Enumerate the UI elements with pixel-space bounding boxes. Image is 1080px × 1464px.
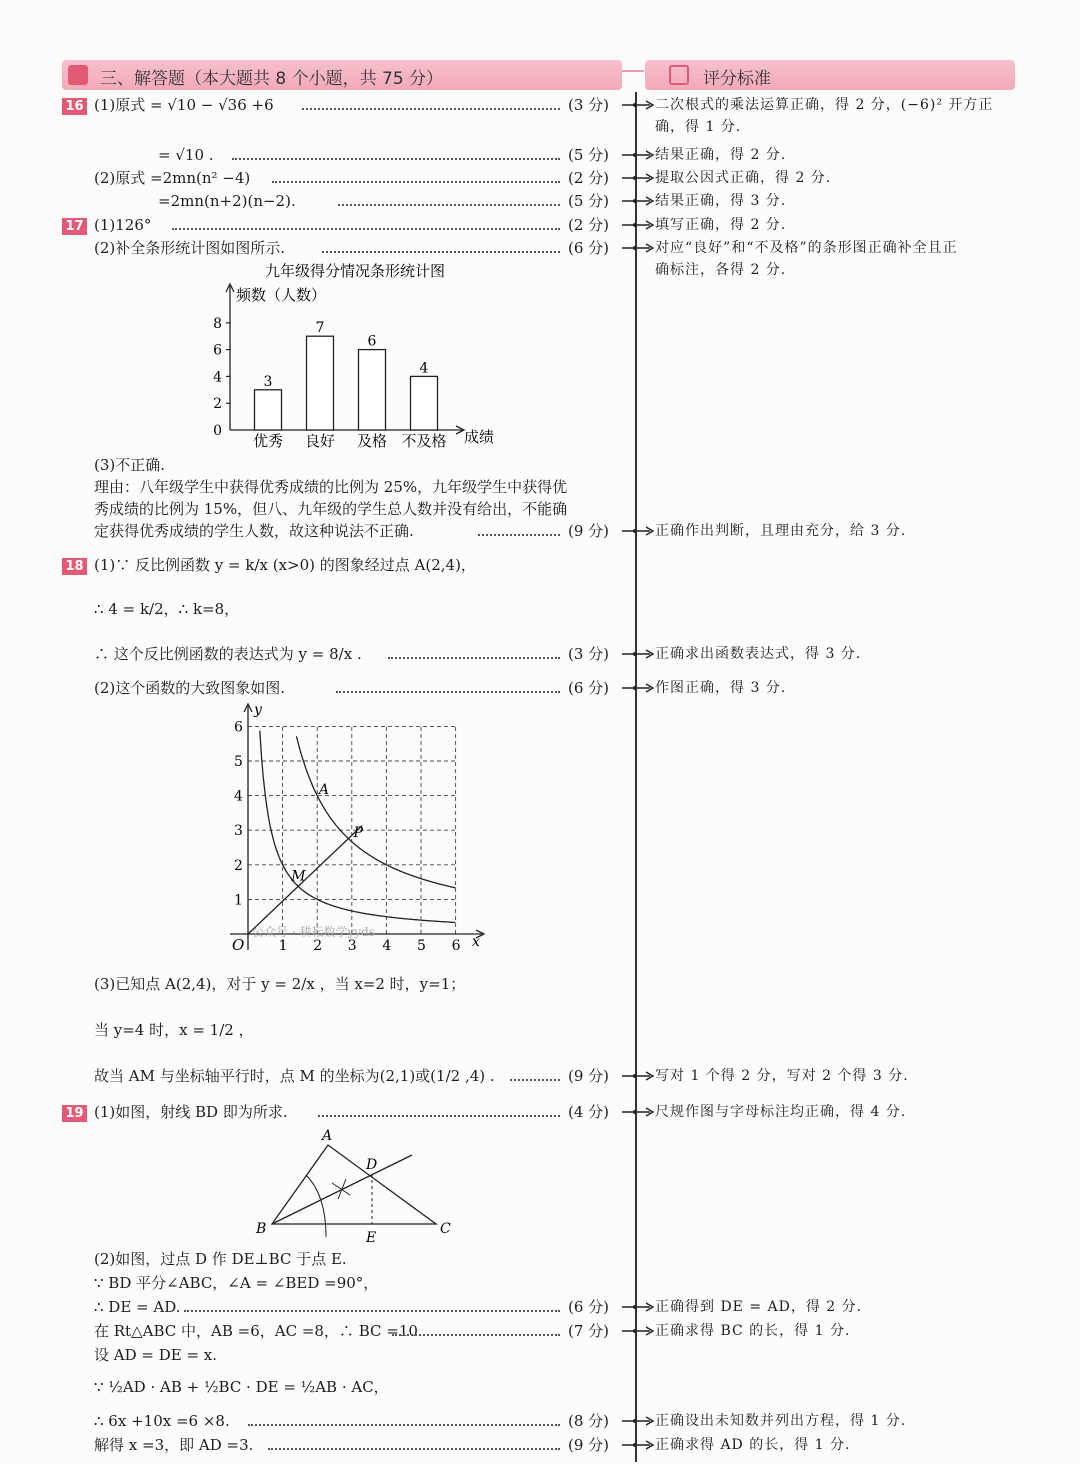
q16-criteria-1b: 确，得 1 分. — [655, 119, 742, 135]
q16-points-3: (2 分) — [568, 169, 610, 187]
point-d-label: D — [366, 1157, 378, 1173]
arrow-icon — [620, 1101, 654, 1123]
chart-y-tick-label: 0 — [213, 423, 222, 439]
graph-x-tick-label: 3 — [347, 938, 357, 954]
graph-y-tick-label: 3 — [234, 823, 243, 840]
q19-criteria-3: 正确求得 BC 的长，得 1 分. — [655, 1323, 851, 1339]
graph-y-tick-label: 2 — [234, 857, 243, 874]
chart-category-label: 良好 — [304, 432, 336, 450]
q18-line-2: ∴ 4 = k/2，∴ k=8， — [94, 600, 240, 618]
leader-dots — [338, 204, 560, 206]
leader-dots — [478, 534, 560, 536]
chart-y-tick-label: 2 — [213, 396, 222, 413]
q16-criteria-4: 结果正确，得 3 分. — [655, 193, 787, 209]
arrow-icon — [620, 190, 654, 212]
q17-reason-1: 理由：八年级学生中获得优秀成绩的比例为 25%，九年级学生中获得优 — [94, 478, 568, 496]
graph-x-tick-label: 5 — [417, 938, 426, 954]
q19-line-2: (2)如图，过点 D 作 DE⊥BC 于点 E. — [94, 1250, 347, 1268]
graph-x-tick-label: 1 — [278, 938, 288, 954]
chart-value-label: 3 — [263, 373, 273, 390]
column-divider — [635, 92, 637, 1462]
header-connector — [622, 70, 644, 72]
q18-criteria-2: 作图正确，得 3 分. — [655, 680, 787, 696]
question-number-19: 19 — [62, 1105, 87, 1122]
q17-reason-3: 定获得优秀成绩的学生人数，故这种说法不正确. — [94, 522, 414, 540]
q17-reason-2: 秀成绩的比例为 15%，但八、九年级的学生总人数并没有给出，不能确 — [94, 500, 568, 518]
leader-dots — [272, 181, 560, 183]
bar-chart — [200, 258, 510, 458]
q18-criteria-1: 正确求出函数表达式，得 3 分. — [655, 646, 862, 662]
chart-title: 九年级得分情况条形统计图 — [264, 262, 446, 280]
q17-line-2: (2)补全条形统计图如图所示. — [94, 239, 286, 257]
q17-line-1: (1)126° — [94, 216, 152, 234]
q18-points-1: (3 分) — [568, 645, 610, 663]
point-a-label: A — [318, 781, 330, 798]
graph-y-tick-label: 5 — [234, 754, 243, 770]
leader-dots — [318, 1115, 560, 1117]
leader-dots — [322, 251, 560, 253]
arrow-icon — [620, 1065, 654, 1087]
chart-y-tick-label: 6 — [213, 342, 222, 359]
q19-points-1: (4 分) — [568, 1103, 610, 1121]
q19-line-8: ∴ 6x +10x =6 ×8. — [94, 1412, 230, 1430]
section-header — [62, 60, 622, 90]
q19-line-7: ∵ ½AD · AB + ½BC · DE = ½AB · AC， — [94, 1378, 389, 1396]
chart-value-label: 6 — [367, 333, 377, 350]
leader-dots — [302, 108, 560, 110]
graph-x-tick-label: 6 — [451, 938, 461, 954]
leader-dots — [510, 1079, 560, 1081]
watermark: 公众号 · 耕耘数学yyds — [252, 925, 375, 939]
q18-criteria-3: 写对 1 个得 2 分，写对 2 个得 3 分. — [655, 1068, 909, 1084]
chart-category-label: 及格 — [356, 432, 388, 450]
q16-points-1: (3 分) — [568, 96, 610, 114]
arrow-icon — [620, 214, 654, 236]
chart-bar — [359, 350, 386, 430]
pencil-icon — [68, 65, 88, 85]
leader-dots — [268, 1448, 560, 1450]
graph-x-tick-label: 4 — [382, 938, 392, 954]
q16-criteria-2: 结果正确，得 2 分. — [655, 147, 787, 163]
q16-line-1: (1)原式 = √10 − √36 +6 — [94, 96, 274, 114]
chart-value-label: 7 — [315, 320, 325, 337]
point-m-label: M — [291, 868, 306, 885]
function-graph — [210, 700, 500, 960]
chart-value-label: 4 — [419, 360, 429, 377]
q19-line-4: ∴ DE = AD. — [94, 1298, 181, 1316]
criteria-header — [645, 60, 1015, 90]
arrow-icon — [620, 237, 654, 259]
leader-dots — [172, 228, 560, 230]
point-p-label: P — [353, 825, 363, 842]
chart-bar — [307, 336, 334, 430]
q19-points-3: (7 分) — [568, 1322, 610, 1340]
chart-y-tick-label: 4 — [213, 369, 222, 386]
q17-criteria-3: 正确作出判断，且理由充分，给 3 分. — [655, 523, 907, 539]
chart-category-label: 优秀 — [252, 432, 284, 450]
q16-criteria-1a: 二次根式的乘法运算正确，得 2 分，(−6)² 开方正 — [655, 97, 994, 113]
arrow-icon — [620, 1320, 654, 1342]
q17-points-1: (2 分) — [568, 216, 610, 234]
leader-dots — [392, 1334, 560, 1336]
chart-bar — [411, 376, 438, 430]
q18-line-5: (3)已知点 A(2,4)，对于 y = 2/x ，当 x=2 时，y=1； — [94, 975, 466, 993]
q17-criteria-2a: 对应“良好”和“不及格”的条形图正确补全且正 — [655, 240, 958, 256]
leader-dots — [248, 1424, 560, 1426]
q18-line-7: 故当 AM 与坐标轴平行时，点 M 的坐标为(2,1)或(1/2 ,4) . — [94, 1067, 495, 1085]
arrow-icon — [620, 144, 654, 166]
vertex-a-label: A — [322, 1128, 333, 1144]
q17-points-2: (6 分) — [568, 239, 610, 257]
graph-y-letter: y — [254, 702, 262, 718]
chart-bar — [255, 390, 282, 430]
q19-line-1: (1)如图，射线 BD 即为所求. — [94, 1103, 288, 1121]
leader-dots — [336, 691, 560, 693]
chart-x-label: 成绩 — [464, 428, 495, 446]
arrow-icon — [620, 1434, 654, 1456]
arrow-icon — [620, 1410, 654, 1432]
q18-line-6: 当 y=4 时，x = 1/2 ， — [94, 1021, 254, 1039]
q19-line-6: 设 AD = DE = x. — [94, 1346, 218, 1364]
q18-line-4: (2)这个函数的大致图象如图. — [94, 679, 286, 697]
point-e-label: E — [366, 1230, 377, 1246]
q17-criteria-1: 填写正确，得 2 分. — [655, 217, 787, 233]
graph-y-tick-label: 4 — [234, 788, 243, 805]
arrow-icon — [620, 167, 654, 189]
q17-line-3: (3)不正确. — [94, 456, 166, 474]
vertex-c-label: C — [440, 1221, 451, 1237]
q19-criteria-5: 正确求得 AD 的长，得 1 分. — [655, 1437, 851, 1453]
q19-points-2: (6 分) — [568, 1298, 610, 1316]
arrow-icon — [620, 1296, 654, 1318]
arrow-icon — [620, 520, 654, 542]
vertex-b-label: B — [256, 1221, 267, 1237]
section-title: 三、解答题（本大题共 8 个小题，共 75 分） — [100, 69, 444, 89]
q18-line-1: (1)∵ 反比例函数 y = k/x (x>0) 的图象经过点 A(2,4)， — [94, 556, 476, 574]
q19-criteria-2: 正确得到 DE = AD，得 2 分. — [655, 1299, 863, 1315]
leader-dots — [388, 657, 560, 659]
q19-line-9: 解得 x =3，即 AD =3. — [94, 1436, 254, 1454]
chart-y-tick-label: 8 — [213, 315, 222, 332]
q19-points-5: (9 分) — [568, 1436, 610, 1454]
q19-criteria-1: 尺规作图与字母标注均正确，得 4 分. — [655, 1104, 907, 1120]
leader-dots — [184, 1310, 560, 1312]
compass-marks — [332, 1179, 350, 1199]
graph-y-tick-label: 6 — [234, 719, 243, 736]
leader-dots — [232, 158, 560, 160]
q18-points-2: (6 分) — [568, 679, 610, 697]
triangle-figure — [250, 1125, 460, 1250]
arrow-icon — [620, 643, 654, 665]
q19-line-3: ∵ BD 平分∠ABC，∠A = ∠BED =90°， — [94, 1274, 379, 1292]
q16-line-4: =2mn(n+2)(n−2). — [158, 192, 296, 210]
arrow-icon — [620, 94, 654, 116]
arrow-icon — [620, 677, 654, 699]
chart-category-label: 不及格 — [401, 432, 447, 450]
note-icon — [669, 65, 689, 85]
graph-origin-label: O — [232, 936, 245, 954]
q16-line-3: (2)原式 =2mn(n² −4) — [94, 169, 251, 187]
criteria-title: 评分标准 — [703, 69, 771, 89]
graph-y-tick-label: 1 — [234, 892, 243, 909]
q16-points-2: (5 分) — [568, 146, 610, 164]
q16-points-4: (5 分) — [568, 192, 610, 210]
chart-y-label: 频数（人数） — [236, 286, 327, 304]
q19-points-4: (8 分) — [568, 1412, 610, 1430]
q19-line-5: 在 Rt△ABC 中，AB =6，AC =8，∴ BC =10. — [94, 1322, 423, 1340]
q17-points-3: (9 分) — [568, 522, 610, 540]
question-number-16: 16 — [62, 98, 87, 115]
q18-line-3: ∴ 这个反比例函数的表达式为 y = 8/x . — [94, 645, 362, 663]
q17-criteria-2b: 确标注，各得 2 分. — [655, 262, 787, 278]
graph-x-tick-label: 2 — [313, 938, 323, 954]
q19-criteria-4: 正确设出未知数并列出方程，得 1 分. — [655, 1413, 907, 1429]
question-number-18: 18 — [62, 558, 87, 575]
question-number-17: 17 — [62, 218, 87, 235]
q16-line-2: = √10 . — [158, 146, 214, 164]
graph-x-letter: x — [472, 934, 480, 950]
q16-criteria-3: 提取公因式正确，得 2 分. — [655, 170, 832, 186]
q18-points-3: (9 分) — [568, 1067, 610, 1085]
